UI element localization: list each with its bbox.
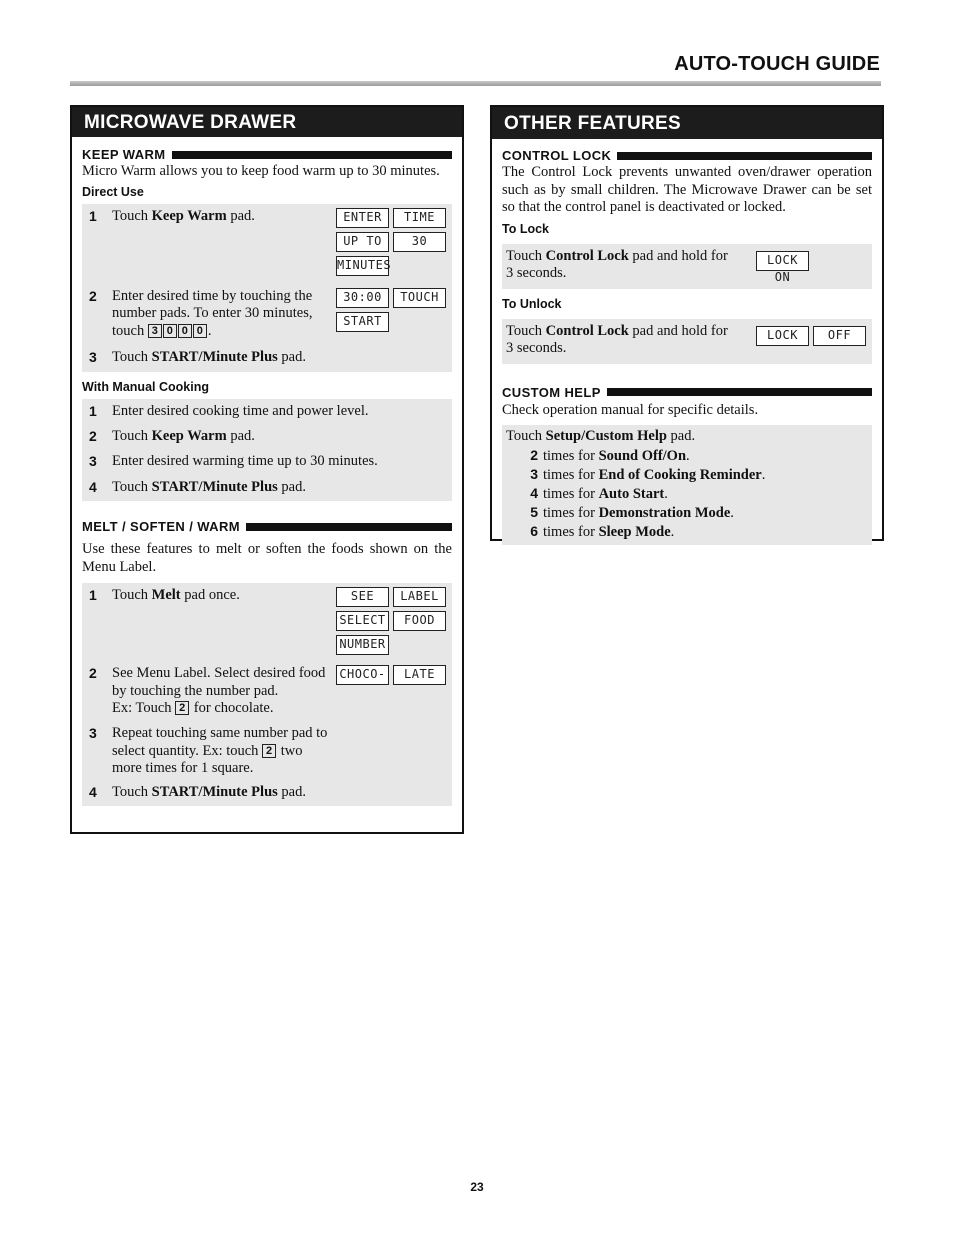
step-text	[112, 208, 336, 288]
display-panel	[336, 288, 448, 349]
step-text	[112, 725, 448, 778]
step-text-pre: Touch	[112, 207, 152, 224]
step-text-pre: Touch	[112, 587, 152, 603]
step-number: 1	[89, 403, 97, 419]
custom-help-item	[506, 503, 868, 522]
step-text-post: pad.	[277, 783, 306, 800]
display-off: OFF	[813, 326, 866, 346]
step-text-pre: Touch	[506, 247, 546, 264]
melt-steps	[82, 583, 452, 806]
step-row	[86, 479, 448, 497]
heading-bar	[617, 152, 872, 160]
other-features-panel	[490, 105, 884, 541]
step-number: 4	[89, 783, 97, 800]
step-number: 4	[89, 478, 97, 495]
item-number: 4	[530, 484, 538, 501]
step-number: 2	[89, 427, 97, 444]
step-text-pre: Touch	[112, 348, 152, 365]
keep-warm-heading-text: KEEP WARM	[82, 147, 166, 162]
step-text-bold: START/Minute Plus	[151, 478, 278, 495]
item-text-pre: times for	[543, 485, 599, 502]
melt-intro: Use these features to melt or soften the foods shown on the Menu Label.	[82, 541, 452, 575]
title-rule	[70, 81, 881, 86]
step-text-post: pad.	[226, 207, 255, 224]
display-choco: CHOCO-	[336, 665, 389, 685]
step-text-post: pad.	[277, 478, 306, 495]
step-text	[112, 587, 336, 665]
direct-use-label: Direct Use	[82, 184, 144, 199]
control-lock-heading	[502, 148, 872, 163]
item-text-bold: Sleep Mode	[598, 523, 671, 540]
display-30-00: 30:00	[336, 288, 389, 308]
manual-cooking-label: With Manual Cooking	[82, 380, 209, 394]
step-row	[86, 784, 448, 802]
display-panel	[756, 323, 868, 358]
step-text-bold: START/Minute Plus	[151, 783, 278, 800]
step-number: 1	[89, 207, 97, 224]
step-text-pre: Touch	[506, 322, 546, 339]
step-row	[506, 248, 868, 283]
item-text-bold: Sound Off/On	[598, 447, 687, 464]
item-text-bold: Auto Start	[598, 485, 665, 502]
step-row	[86, 403, 448, 421]
display-panel	[756, 248, 868, 283]
step-number: 3	[89, 725, 97, 741]
display-minutes: MINUTES	[336, 256, 389, 276]
page-number: 23	[470, 1180, 484, 1194]
custom-help-box	[502, 425, 872, 545]
step-text-post: pad.	[277, 348, 306, 365]
step-text-example: Ex: Touch	[112, 700, 176, 716]
item-number: 2	[530, 446, 538, 463]
keep-warm-intro: Micro Warm allows you to keep food warm up to 30 minutes.	[82, 163, 440, 179]
item-text-post: .	[761, 466, 766, 483]
step-text	[112, 428, 448, 446]
step-number: 3	[89, 348, 97, 365]
display-see: SEE	[336, 587, 389, 607]
display-lock-on: LOCK ON	[756, 251, 809, 271]
display-up-to: UP TO	[336, 232, 389, 252]
step-text	[112, 349, 448, 367]
heading-bar	[246, 523, 452, 531]
item-text-bold: Demonstration Mode	[598, 504, 731, 521]
step-text-pre: Touch	[112, 783, 152, 800]
item-number: 5	[530, 503, 538, 520]
step-text-pre: Enter desired time by touching the number pads. To enter 30 minutes, touch	[112, 287, 313, 339]
control-lock-intro: The Control Lock prevents unwanted oven/drawer operation such as by small children. The Microwave Drawer can be set so that the control panel is deactivated or locked.	[502, 164, 872, 215]
item-text-pre: times for	[543, 523, 599, 540]
custom-help-heading-text: CUSTOM HELP	[502, 384, 601, 400]
display-label: LABEL	[393, 587, 446, 607]
melt-heading	[82, 519, 452, 534]
custom-help-item	[506, 484, 868, 503]
step-number: 3	[89, 453, 97, 469]
step-text-post: .	[207, 322, 212, 339]
lock-box	[502, 244, 872, 289]
step-text-bold: Control Lock	[545, 322, 629, 339]
number-pad-key: 0	[163, 324, 177, 338]
step-number: 2	[89, 287, 97, 304]
lead-text-pre: Touch	[506, 428, 546, 444]
step-text-line: See Menu Label. Select desired food by touching the number pad.	[112, 665, 326, 699]
display-late: LATE	[393, 665, 446, 685]
step-text	[112, 665, 336, 725]
item-text-post: .	[686, 447, 690, 464]
step-row	[86, 665, 448, 725]
step-text-post: for chocolate.	[190, 700, 274, 716]
manual-cooking-steps	[82, 399, 452, 501]
item-number: 3	[530, 465, 538, 482]
item-text-post: .	[670, 523, 675, 540]
custom-help-heading	[502, 385, 872, 400]
item-text-post: .	[730, 504, 734, 521]
heading-bar	[172, 151, 452, 159]
direct-use-steps	[82, 204, 452, 373]
step-text-bold: Melt	[151, 587, 181, 603]
display-food: FOOD	[393, 611, 446, 631]
step-text-post: two more times for 1 square.	[112, 742, 303, 776]
custom-help-item	[506, 522, 868, 541]
number-pad-key: 3	[148, 324, 162, 338]
step-row	[86, 208, 448, 288]
custom-help-item	[506, 446, 868, 465]
number-pad-key: 0	[193, 324, 207, 338]
item-number: 6	[530, 522, 538, 539]
step-text-pre: Touch	[112, 478, 152, 495]
step-text-bold: Keep Warm	[151, 427, 227, 444]
custom-help-intro: Check operation manual for specific details.	[502, 401, 759, 418]
page-title: AUTO-TOUCH GUIDE	[674, 53, 880, 75]
step-row	[86, 288, 448, 349]
step-row	[86, 349, 448, 367]
number-pad-key: 2	[262, 744, 276, 758]
lead-text-post: pad.	[666, 428, 696, 444]
display-panel	[336, 587, 448, 665]
step-row	[86, 725, 448, 778]
step-number: 2	[89, 665, 97, 681]
item-text-bold: End of Cooking Reminder	[598, 466, 762, 483]
item-text-pre: times for	[543, 504, 599, 521]
step-text	[112, 479, 448, 497]
step-text-bold: Control Lock	[545, 247, 629, 264]
control-lock-heading-text: CONTROL LOCK	[502, 148, 612, 163]
step-text-post: pad and hold for 3 seconds.	[506, 322, 728, 356]
step-text-post: pad once.	[180, 587, 240, 603]
display-touch: TOUCH	[393, 288, 446, 308]
unlock-box	[502, 319, 872, 364]
step-text	[112, 288, 336, 349]
display-30: 30	[393, 232, 446, 252]
display-lock: LOCK	[756, 326, 809, 346]
step-text	[112, 784, 448, 802]
display-time: TIME	[393, 208, 446, 228]
melt-heading-text: MELT / SOFTEN / WARM	[82, 519, 240, 534]
step-number: 1	[89, 587, 97, 603]
to-unlock-label: To Unlock	[502, 296, 562, 311]
step-row	[86, 587, 448, 665]
custom-help-item	[506, 465, 868, 484]
display-enter: ENTER	[336, 208, 389, 228]
step-row	[86, 453, 448, 471]
step-text-bold: START/Minute Plus	[151, 348, 278, 365]
keep-warm-heading	[82, 147, 452, 162]
display-select: SELECT	[336, 611, 389, 631]
number-pad-key: 0	[178, 324, 192, 338]
display-panel	[336, 208, 448, 288]
step-text: Enter desired cooking time and power level.	[112, 403, 369, 419]
step-text-post: pad.	[226, 427, 255, 444]
custom-help-lead	[506, 428, 868, 446]
step-text: Enter desired warming time up to 30 minutes.	[112, 453, 378, 469]
step-text	[506, 323, 756, 358]
item-text-post: .	[664, 485, 668, 502]
display-start: START	[336, 312, 389, 332]
microwave-drawer-panel	[70, 105, 464, 834]
step-text	[506, 248, 756, 283]
item-text-pre: times for	[543, 466, 599, 483]
to-lock-label: To Lock	[502, 221, 549, 236]
step-text-pre: Repeat touching same number pad to select quantity. Ex: touch	[112, 725, 328, 759]
step-row	[86, 428, 448, 446]
step-text-bold: Keep Warm	[151, 207, 227, 224]
microwave-drawer-title: MICROWAVE DRAWER	[72, 107, 462, 137]
step-text-pre: Touch	[112, 427, 152, 444]
item-text-pre: times for	[543, 447, 599, 464]
step-text-post: pad and hold for 3 seconds.	[506, 247, 728, 281]
lead-text-bold: Setup/Custom Help	[545, 428, 667, 444]
display-panel	[336, 665, 448, 725]
heading-bar	[607, 388, 872, 396]
display-number: NUMBER	[336, 635, 389, 655]
step-row	[506, 323, 868, 358]
number-pad-key: 2	[175, 701, 189, 715]
other-features-title: OTHER FEATURES	[492, 107, 882, 139]
